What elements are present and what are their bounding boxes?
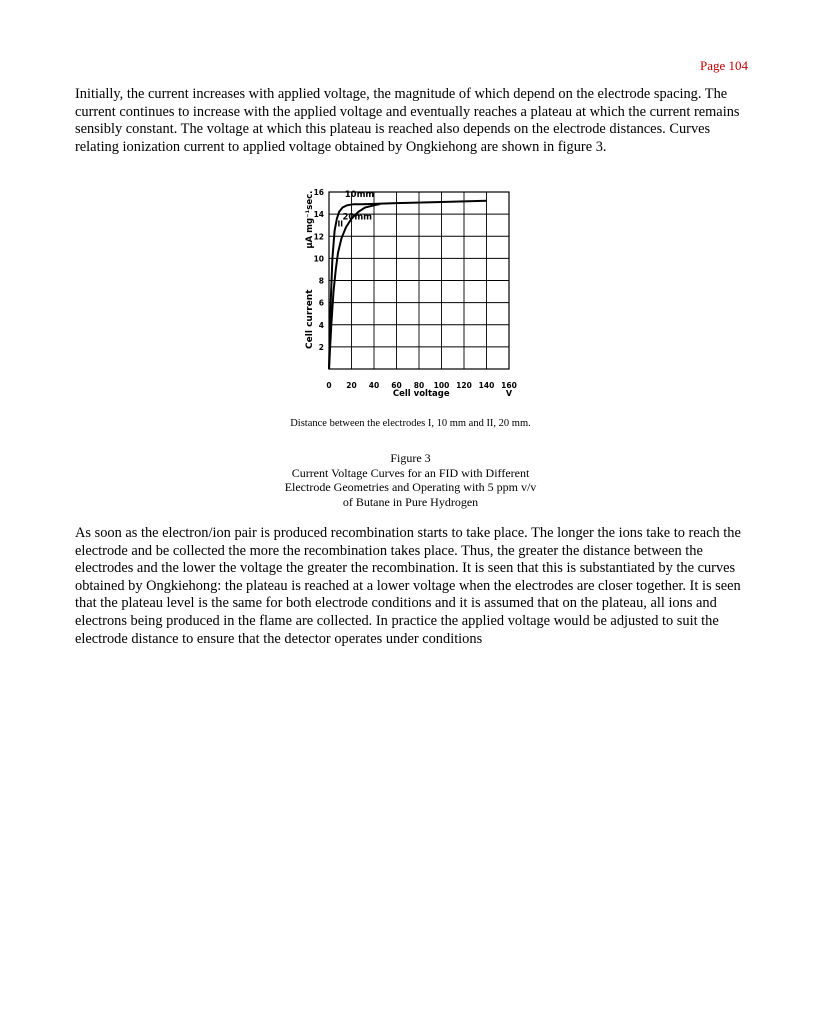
- figure-caption-line: Figure 3: [390, 451, 431, 465]
- series-label-20mm: 20mm: [342, 212, 373, 223]
- x-axis-unit: V: [505, 389, 513, 398]
- series-line-ii: [329, 204, 380, 369]
- intro-paragraph: Initially, the current increases with applied voltage, the magnitude of which depend on the electrode spacing. The current continues to increase with the applied voltage and eventually reaches a plateau at which the current remains sensibly constant. The voltage at which this plateau is reached also depends on the electrode distances. Curves relating ionization current to applied voltage obtained by Ongkiehong are shown in figure 3.: [75, 86, 740, 155]
- x-tick-label: 120: [456, 381, 472, 390]
- x-tick-label: 80: [413, 381, 425, 390]
- y-tick-label: 12: [313, 232, 324, 242]
- current-voltage-chart: [296, 185, 536, 415]
- x-tick-label: 160: [501, 381, 517, 390]
- series-line-i: [329, 201, 487, 369]
- y-tick-label: 6: [318, 298, 324, 308]
- series-label-10mm: 10mm: [344, 189, 375, 200]
- page-number: Page 104: [699, 58, 748, 73]
- y-tick-label: 10: [313, 254, 324, 264]
- y-axis-label: Cell current: [305, 289, 315, 349]
- y-tick-label: 8: [318, 276, 324, 286]
- x-tick-label: 0: [326, 381, 332, 390]
- electrode-distance-note: Distance between the electrodes I, 10 mm and II, 20 mm.: [290, 418, 531, 429]
- y-tick-label: 4: [318, 320, 324, 330]
- y-tick-label: 2: [318, 342, 324, 352]
- figure-caption: [210, 451, 611, 509]
- y-axis-unit: μA mg⁻¹sec.: [305, 190, 315, 249]
- series-name-ii: II: [337, 219, 344, 229]
- chart-svg: [296, 185, 536, 415]
- recombination-paragraph: As soon as the electron/ion pair is produced recombination starts to take place. The longer the ions take to reach the electrode and be collected the more the recombination takes place. Thus, the greater the distance between the electrodes and the lower the voltage the greater the recombination. It is seen that this is substantiated by the curves obtained by Ongkiehong: the plateau is reached at a lower voltage when the electrodes are closer together. It is seen that the plateau level is the same for both electrode conditions and it is assumed that on the plateau, all ions and electrons being produced in the flame are collected. In practice the applied voltage would be adjusted to suit the electrode distance to ensure that the detector operates under conditions: [75, 525, 741, 647]
- x-tick-label: 20: [346, 381, 357, 390]
- x-tick-label: 140: [478, 381, 495, 390]
- x-axis-label: Cell voltage: [392, 389, 450, 399]
- y-tick-label: 16: [313, 188, 324, 197]
- y-tick-label: 14: [313, 210, 324, 220]
- figure-caption-line: Current Voltage Curves for an FID with Different: [291, 465, 530, 480]
- x-tick-label: 40: [368, 381, 380, 390]
- x-tick-label: 60: [391, 381, 402, 390]
- figure-caption-line: Electrode Geometries and Operating with 5 ppm v/v: [284, 480, 537, 495]
- x-tick-label: 100: [433, 381, 450, 390]
- figure-caption-line: of Butane in Pure Hydrogen: [342, 494, 479, 509]
